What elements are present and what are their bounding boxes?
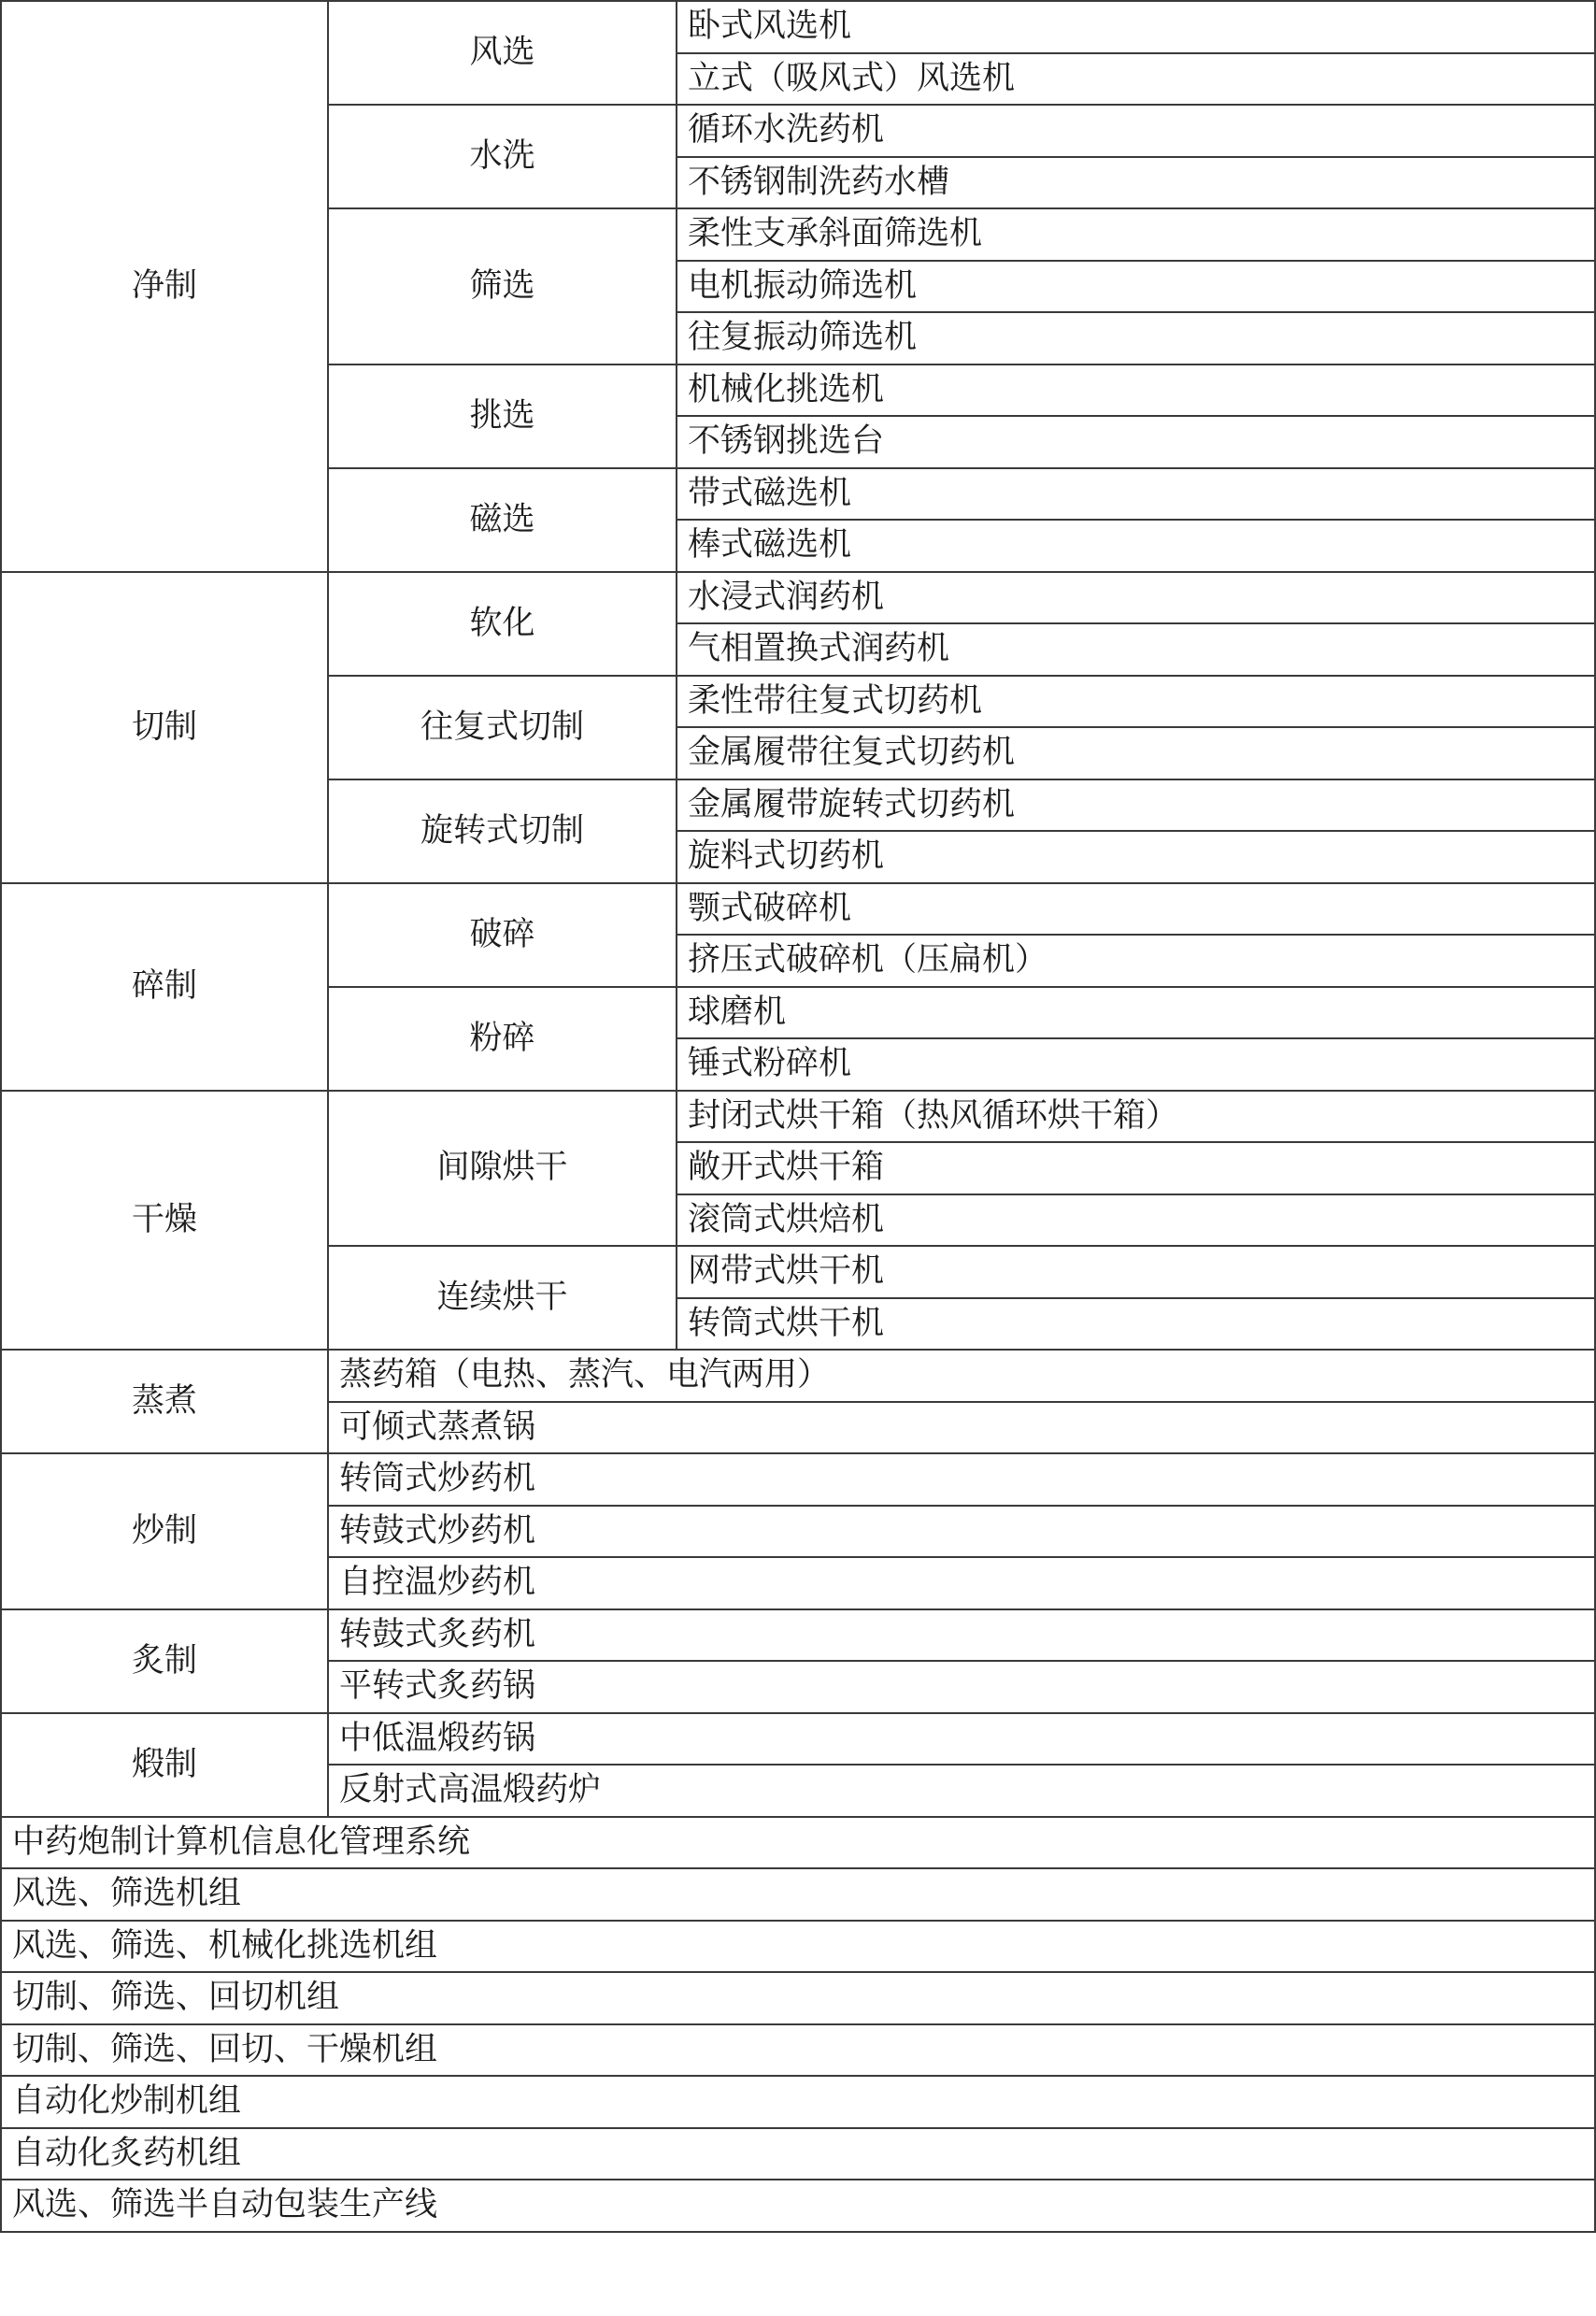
equipment-cell: 挤压式破碎机（压扁机） bbox=[677, 935, 1595, 987]
table-row bbox=[1, 2076, 1595, 2128]
subcategory-cell: 水洗 bbox=[328, 105, 677, 208]
equipment-cell: 蒸药箱（电热、蒸汽、电汽两用） bbox=[328, 1350, 1595, 1402]
equipment-cell: 卧式风选机 bbox=[677, 1, 1595, 53]
equipment-cell: 转筒式烘干机 bbox=[677, 1298, 1595, 1351]
equipment-cell: 柔性支承斜面筛选机 bbox=[677, 208, 1595, 261]
production-line-cell: 自动化炒制机组 bbox=[1, 2076, 1595, 2128]
category-cell: 切制 bbox=[1, 572, 328, 883]
table-row bbox=[1, 1609, 1595, 1662]
equipment-cell: 水浸式润药机 bbox=[677, 572, 1595, 624]
table-row bbox=[1, 1972, 1595, 2024]
subcategory-cell: 磁选 bbox=[328, 468, 677, 572]
equipment-cell: 平转式炙药锅 bbox=[328, 1661, 1595, 1713]
equipment-cell: 中低温煅药锅 bbox=[328, 1713, 1595, 1766]
table-row bbox=[1, 572, 1595, 624]
production-line-cell: 切制、筛选、回切、干燥机组 bbox=[1, 2024, 1595, 2077]
equipment-cell: 棒式磁选机 bbox=[677, 520, 1595, 572]
subcategory-cell: 筛选 bbox=[328, 208, 677, 365]
equipment-cell: 敞开式烘干箱 bbox=[677, 1142, 1595, 1194]
subcategory-cell: 风选 bbox=[328, 1, 677, 105]
subcategory-cell: 挑选 bbox=[328, 365, 677, 468]
category-cell: 碎制 bbox=[1, 883, 328, 1091]
equipment-cell: 转鼓式炙药机 bbox=[328, 1609, 1595, 1662]
category-cell: 蒸煮 bbox=[1, 1350, 328, 1453]
production-line-cell: 中药炮制计算机信息化管理系统 bbox=[1, 1817, 1595, 1869]
equipment-cell: 锤式粉碎机 bbox=[677, 1038, 1595, 1091]
table-row bbox=[1, 1713, 1595, 1766]
equipment-cell: 循环水洗药机 bbox=[677, 105, 1595, 157]
category-cell: 煅制 bbox=[1, 1713, 328, 1817]
subcategory-cell: 旋转式切制 bbox=[328, 779, 677, 883]
table-row bbox=[1, 1091, 1595, 1143]
equipment-cell: 颚式破碎机 bbox=[677, 883, 1595, 936]
equipment-cell: 带式磁选机 bbox=[677, 468, 1595, 521]
equipment-cell: 反射式高温煅药炉 bbox=[328, 1765, 1595, 1817]
production-line-cell: 自动化炙药机组 bbox=[1, 2128, 1595, 2180]
subcategory-cell: 连续烘干 bbox=[328, 1246, 677, 1350]
category-cell: 炙制 bbox=[1, 1609, 328, 1713]
subcategory-cell: 往复式切制 bbox=[328, 676, 677, 779]
equipment-cell: 不锈钢制洗药水槽 bbox=[677, 157, 1595, 209]
equipment-cell: 金属履带往复式切药机 bbox=[677, 727, 1595, 779]
equipment-cell: 不锈钢挑选台 bbox=[677, 416, 1595, 468]
equipment-cell: 旋料式切药机 bbox=[677, 831, 1595, 883]
subcategory-cell: 粉碎 bbox=[328, 987, 677, 1091]
table-row bbox=[1, 1921, 1595, 1973]
table-row bbox=[1, 1350, 1595, 1402]
production-line-cell: 风选、筛选机组 bbox=[1, 1868, 1595, 1921]
equipment-cell: 滚筒式烘焙机 bbox=[677, 1194, 1595, 1247]
production-line-cell: 切制、筛选、回切机组 bbox=[1, 1972, 1595, 2024]
table-row bbox=[1, 2024, 1595, 2077]
equipment-cell: 立式（吸风式）风选机 bbox=[677, 53, 1595, 106]
equipment-cell: 球磨机 bbox=[677, 987, 1595, 1039]
equipment-cell: 气相置换式润药机 bbox=[677, 623, 1595, 676]
production-line-cell: 风选、筛选、机械化挑选机组 bbox=[1, 1921, 1595, 1973]
table-row bbox=[1, 1453, 1595, 1506]
category-cell: 干燥 bbox=[1, 1091, 328, 1351]
table-row bbox=[1, 883, 1595, 936]
equipment-cell: 转筒式炒药机 bbox=[328, 1453, 1595, 1506]
category-cell: 炒制 bbox=[1, 1453, 328, 1609]
subcategory-cell: 间隙烘干 bbox=[328, 1091, 677, 1247]
equipment-cell: 转鼓式炒药机 bbox=[328, 1506, 1595, 1558]
table-row bbox=[1, 2180, 1595, 2232]
table-row bbox=[1, 2128, 1595, 2180]
equipment-cell: 金属履带旋转式切药机 bbox=[677, 779, 1595, 832]
equipment-cell: 网带式烘干机 bbox=[677, 1246, 1595, 1298]
equipment-cell: 柔性带往复式切药机 bbox=[677, 676, 1595, 728]
table-row bbox=[1, 1868, 1595, 1921]
category-cell: 净制 bbox=[1, 1, 328, 572]
equipment-cell: 自控温炒药机 bbox=[328, 1557, 1595, 1609]
equipment-cell: 可倾式蒸煮锅 bbox=[328, 1402, 1595, 1454]
subcategory-cell: 破碎 bbox=[328, 883, 677, 987]
table-row bbox=[1, 1817, 1595, 1869]
production-line-cell: 风选、筛选半自动包装生产线 bbox=[1, 2180, 1595, 2232]
equipment-cell: 封闭式烘干箱（热风循环烘干箱） bbox=[677, 1091, 1595, 1143]
equipment-cell: 机械化挑选机 bbox=[677, 365, 1595, 417]
equipment-cell: 电机振动筛选机 bbox=[677, 261, 1595, 313]
equipment-cell: 往复振动筛选机 bbox=[677, 312, 1595, 365]
equipment-table-body bbox=[1, 1, 1595, 2232]
table-row bbox=[1, 1, 1595, 53]
subcategory-cell: 软化 bbox=[328, 572, 677, 676]
